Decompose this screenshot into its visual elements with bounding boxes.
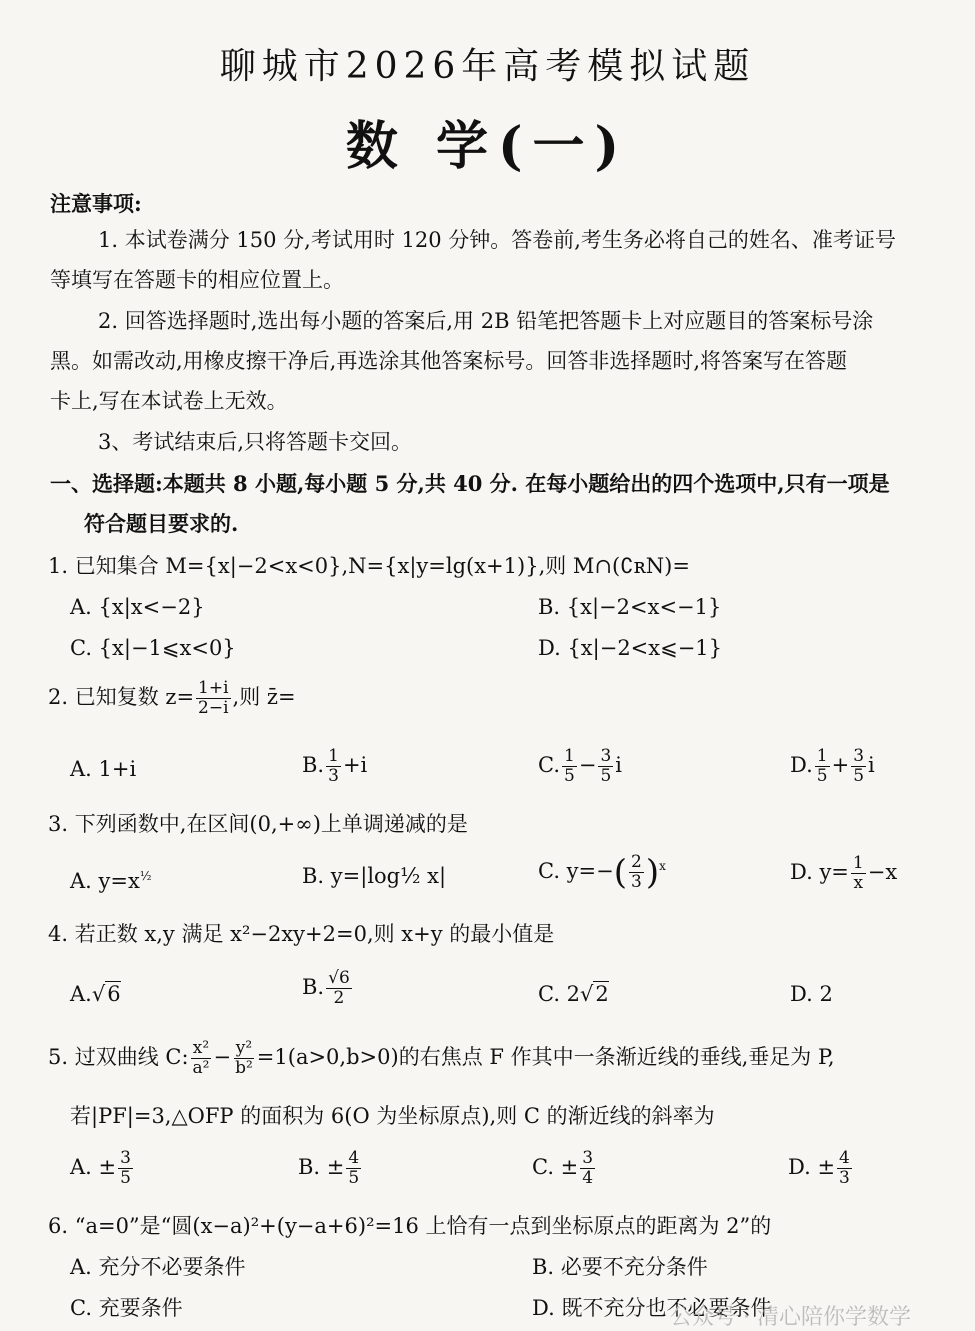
q3-option-c: C. y=−( $\frac{2}{3}$ )$^x$ — [538, 852, 666, 893]
q6-option-b: B. 必要不充分条件 — [532, 1255, 708, 1279]
notice-item-2b: 黑。如需改动,用橡皮擦干净后,再选涂其他答案标号。回答非选择题时,将答案写在答题 — [50, 349, 848, 373]
q5-option-c: C. ± $\frac{3}{4}$ — [532, 1148, 594, 1188]
q1-option-d: D. {x|−2<x⩽−1} — [538, 636, 723, 660]
notice-item-2a: 2. 回答选择题时,选出每小题的答案后,用 2B 铅笔把答题卡上对应题目的答案标号涂 — [98, 309, 874, 333]
q2-stem: 2. 已知复数 z= $\frac{1+i}{2-i}$ ,则 z̄= — [48, 678, 296, 718]
q6-option-d: D. 既不充分也不必要条件 — [532, 1296, 772, 1320]
q6-stem: 6. “a=0”是“圆(x−a)²+(y−a+6)²=16 上恰有一点到坐标原点的距离为 2”的 — [48, 1214, 772, 1238]
q5-option-a: A. ± $\frac{3}{5}$ — [70, 1148, 131, 1188]
q2-option-b: B. $\frac{1}{3}$ +i — [302, 746, 368, 786]
q4-option-d: D. 2 — [790, 982, 833, 1006]
q1-option-a: A. {x|x<−2} — [70, 595, 205, 619]
q1-option-b: B. {x|−2<x<−1} — [538, 595, 722, 619]
notice-item-3: 3、考试结束后,只将答题卡交回。 — [98, 430, 413, 454]
q4-option-a: A.√6 — [70, 982, 121, 1006]
notice-item-1a: 1. 本试卷满分 150 分,考试用时 120 分钟。答卷前,考生务必将自己的姓名、准考证号 — [98, 228, 896, 252]
q5-stem-line2: 若|PF|=3,△OFP 的面积为 6(O 为坐标原点),则 C 的渐近线的斜率为 — [70, 1104, 715, 1128]
exam-title: 聊城市2026年高考模拟试题 — [219, 46, 756, 87]
q3-option-b: B. y=|log½ x| — [302, 864, 447, 888]
q2-option-c: C. $\frac{1}{5}$ − $\frac{3}{5}$ i — [538, 746, 622, 786]
q3-stem: 3. 下列函数中,在区间(0,+∞)上单调递减的是 — [48, 812, 468, 836]
q4-option-b: B. $\frac{√6}{2}$ — [302, 968, 350, 1008]
q6-option-a: A. 充分不必要条件 — [70, 1255, 246, 1279]
notice-item-2c: 卡上,写在本试卷上无效。 — [50, 389, 288, 413]
watermark: 公众号 · 清心陪你学数学 — [670, 1305, 911, 1330]
notice-heading: 注意事项: — [50, 191, 142, 216]
q2-option-a: A. 1+i — [70, 757, 137, 781]
q5-option-d: D. ± $\frac{4}{3}$ — [788, 1148, 850, 1188]
q6-option-c: C. 充要条件 — [70, 1296, 183, 1320]
section-heading-a: 一、选择题:本题共 8 小题,每小题 5 分,共 40 分. 在每小题给出的四个选项中,只有一项是 — [50, 471, 890, 496]
q5-stem: 5. 过双曲线 C: $\frac{\text{x²}}{\text{a²}}$ − $\frac{\text{y²}}{\text{b²}}$ =1(a>0,b>0)的右焦点 F 作其中一条渐近线的垂线,垂足为 P, — [48, 1038, 835, 1078]
subject-title: 数 学(一) — [345, 116, 630, 177]
q5-option-b: B. ± $\frac{4}{5}$ — [298, 1148, 360, 1188]
q3-option-d: D. y= $\frac{1}{x}$ −x — [790, 853, 898, 893]
q4-option-c: C. 2√2 — [538, 982, 609, 1006]
q3-option-a: A. $y=x^{\frac{1}{2}}$ — [70, 869, 152, 893]
q1-stem: 1. 已知集合 M={x|−2<x<0},N={x|y=lg(x+1)},则 M∩(∁ʀN)= — [48, 554, 690, 578]
q4-stem: 4. 若正数 x,y 满足 x²−2xy+2=0,则 x+y 的最小值是 — [48, 922, 555, 946]
q1-option-c: C. {x|−1⩽x<0} — [70, 636, 236, 660]
notice-item-1b: 等填写在答题卡的相应位置上。 — [50, 268, 344, 292]
q2-option-d: D. $\frac{1}{5}$ + $\frac{3}{5}$ i — [790, 746, 875, 786]
section-heading-b: 符合题目要求的. — [84, 511, 239, 536]
